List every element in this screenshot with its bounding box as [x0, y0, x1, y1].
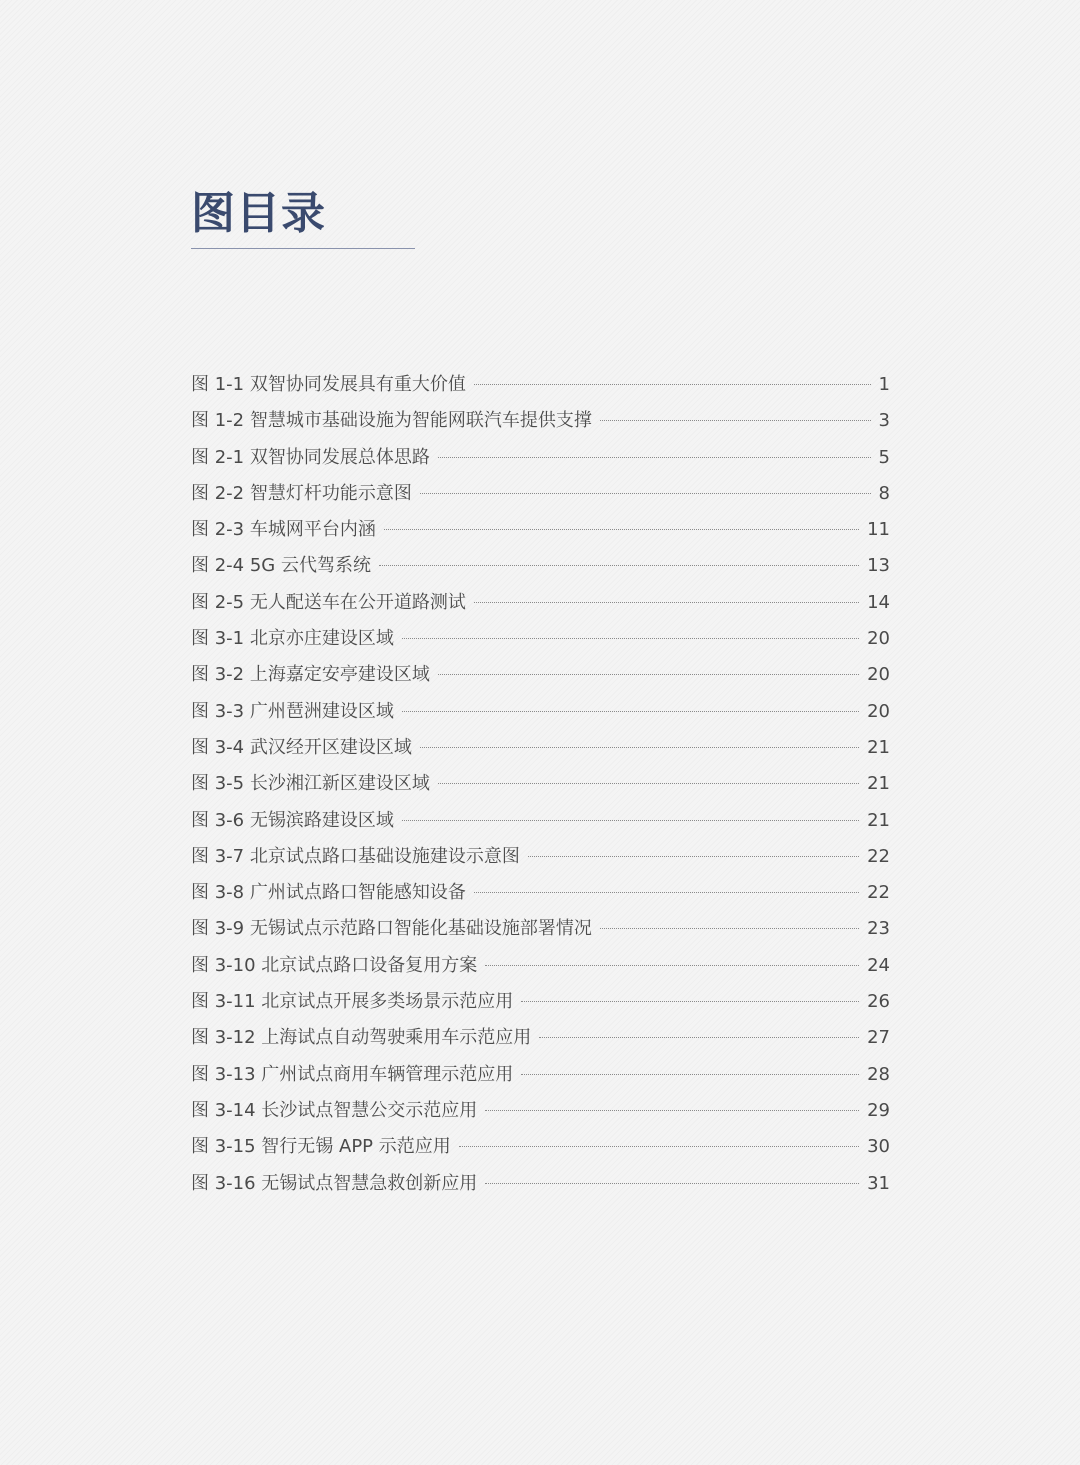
dot-leader [600, 928, 859, 929]
figure-entry-page-number: 29 [867, 1099, 890, 1121]
figure-entry-label: 图 1-2 智慧城市基础设施为智能网联汽车提供支撑 [191, 410, 592, 432]
figure-entry-label: 图 3-6 无锡滨路建设区域 [191, 809, 394, 831]
figure-entry[interactable] [191, 694, 890, 730]
figure-list [191, 367, 890, 1202]
figure-entry[interactable] [191, 730, 890, 766]
figure-entry[interactable] [191, 512, 890, 548]
figure-entry[interactable] [191, 1129, 890, 1165]
figure-entry-label: 图 3-13 广州试点商用车辆管理示范应用 [191, 1063, 514, 1085]
dot-leader [474, 892, 859, 893]
figure-entry-page-number: 5 [878, 446, 890, 468]
figure-entry[interactable] [191, 766, 890, 802]
figure-entry-page-number: 23 [867, 918, 890, 940]
figure-entry-page-number: 31 [867, 1172, 890, 1194]
figure-entry-page-number: 20 [867, 700, 890, 722]
figure-entry[interactable] [191, 621, 890, 657]
figure-entry-page-number: 21 [867, 809, 890, 831]
figure-entry-page-number: 21 [867, 773, 890, 795]
dot-leader [521, 1001, 859, 1002]
figure-entry-label: 图 3-7 北京试点路口基础设施建设示意图 [191, 845, 520, 867]
figure-entry[interactable] [191, 875, 890, 911]
dot-leader [521, 1074, 859, 1075]
figure-entry-label: 图 2-3 车城网平台内涵 [191, 519, 376, 541]
figure-entry-page-number: 21 [867, 736, 890, 758]
figure-entry-page-number: 22 [867, 882, 890, 904]
figure-entry[interactable] [191, 476, 890, 512]
figure-entry-page-number: 1 [878, 374, 890, 395]
figure-entry-label: 图 3-15 智行无锡 APP 示范应用 [191, 1136, 451, 1158]
figure-entry-label: 图 3-11 北京试点开展多类场景示范应用 [191, 991, 514, 1013]
page-title: 图目录 [191, 188, 326, 239]
figure-entry[interactable] [191, 367, 890, 403]
figure-entry-page-number: 20 [867, 628, 890, 650]
dot-leader [485, 965, 859, 966]
figure-entry-label: 图 3-3 广州琶洲建设区域 [191, 700, 394, 722]
figure-entry-label: 图 3-16 无锡试点智慧急救创新应用 [191, 1172, 478, 1194]
figure-entry[interactable] [191, 839, 890, 875]
dot-leader [474, 384, 871, 385]
figure-entry[interactable] [191, 1093, 890, 1129]
figure-entry-page-number: 11 [867, 519, 890, 541]
figure-entry-label: 图 2-4 5G 云代驾系统 [191, 555, 371, 577]
figure-entry-page-number: 14 [867, 591, 890, 613]
figure-entry[interactable] [191, 803, 890, 839]
dot-leader [420, 493, 871, 494]
figure-entry-page-number: 22 [867, 845, 890, 867]
figure-entry-page-number: 27 [867, 1027, 890, 1049]
figure-entry-page-number: 20 [867, 664, 890, 686]
figure-entry[interactable] [191, 440, 890, 476]
figure-entry[interactable] [191, 984, 890, 1020]
figure-entry-page-number: 8 [878, 482, 890, 504]
figure-entry[interactable] [191, 1166, 890, 1202]
figure-entry-label: 图 3-5 长沙湘江新区建设区域 [191, 773, 430, 795]
figure-entry-label: 图 3-9 无锡试点示范路口智能化基础设施部署情况 [191, 918, 592, 940]
dot-leader [600, 420, 871, 421]
dot-leader [420, 747, 859, 748]
figure-entry[interactable] [191, 1057, 890, 1093]
figure-entry-page-number: 3 [878, 410, 890, 432]
figure-entry[interactable] [191, 948, 890, 984]
dot-leader [528, 856, 859, 857]
figure-entry[interactable] [191, 403, 890, 439]
dot-leader [379, 565, 859, 566]
figure-entry-label: 图 3-4 武汉经开区建设区域 [191, 736, 412, 758]
figure-entry-page-number: 26 [867, 991, 890, 1013]
figure-entry-label: 图 3-10 北京试点路口设备复用方案 [191, 954, 478, 976]
figure-entry[interactable] [191, 548, 890, 584]
figure-entry-label: 图 3-1 北京亦庄建设区域 [191, 628, 394, 650]
figure-entry[interactable] [191, 1020, 890, 1056]
dot-leader [438, 783, 859, 784]
dot-leader [485, 1110, 859, 1111]
figure-entry-label: 图 3-12 上海试点自动驾驶乘用车示范应用 [191, 1027, 532, 1049]
figure-entry[interactable] [191, 585, 890, 621]
figure-entry[interactable] [191, 657, 890, 693]
figure-entry[interactable] [191, 911, 890, 947]
figure-entry-label: 图 1-1 双智协同发展具有重大价值 [191, 374, 466, 395]
figure-entry-page-number: 30 [867, 1136, 890, 1158]
title-underline [191, 248, 415, 249]
figure-entry-label: 图 2-1 双智协同发展总体思路 [191, 446, 430, 468]
dot-leader [474, 602, 859, 603]
figure-entry-label: 图 3-14 长沙试点智慧公交示范应用 [191, 1099, 478, 1121]
dot-leader [402, 820, 859, 821]
dot-leader [485, 1183, 859, 1184]
figure-entry-label: 图 3-2 上海嘉定安亭建设区域 [191, 664, 430, 686]
dot-leader [539, 1037, 859, 1038]
figure-entry-page-number: 13 [867, 555, 890, 577]
dot-leader [459, 1146, 859, 1147]
dot-leader [402, 711, 859, 712]
dot-leader [402, 638, 859, 639]
figure-entry-label: 图 2-2 智慧灯杆功能示意图 [191, 482, 412, 504]
figure-entry-page-number: 24 [867, 954, 890, 976]
figure-entry-page-number: 28 [867, 1063, 890, 1085]
figure-entry-label: 图 2-5 无人配送车在公开道路测试 [191, 591, 466, 613]
figure-entry-label: 图 3-8 广州试点路口智能感知设备 [191, 882, 466, 904]
dot-leader [438, 457, 871, 458]
dot-leader [438, 674, 859, 675]
dot-leader [384, 529, 859, 530]
